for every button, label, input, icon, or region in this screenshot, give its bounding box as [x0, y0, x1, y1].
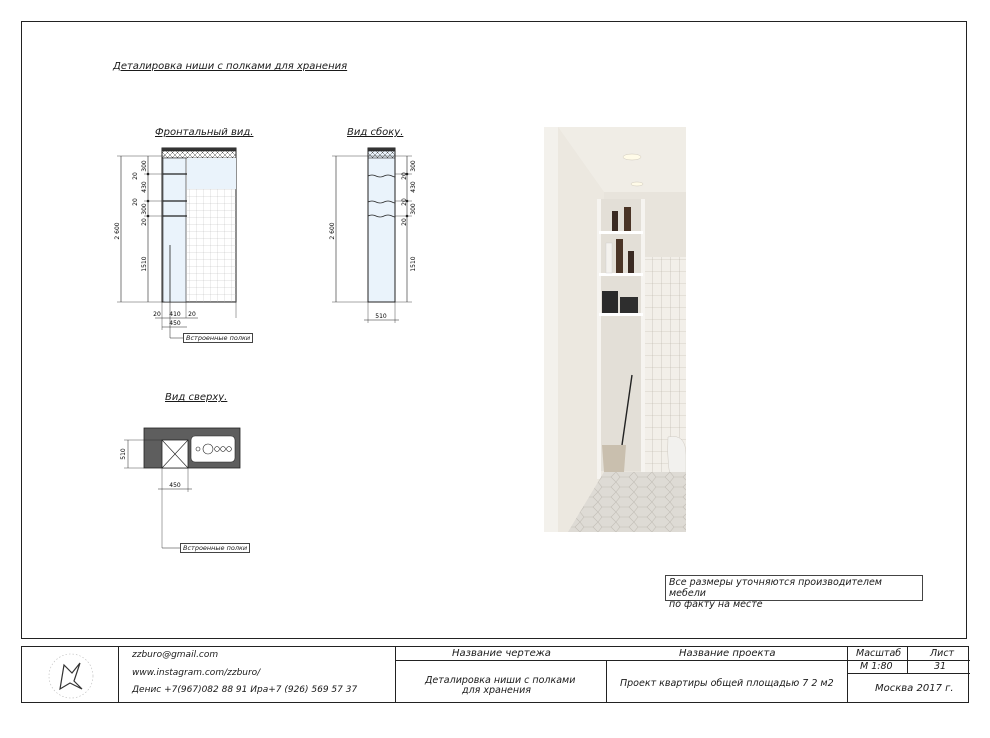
side-view-title: Вид сбоку.	[347, 127, 404, 138]
front-callout-label: Встроенные полки	[183, 333, 253, 343]
stamp-project-name: Проект квартиры общей площадью 7 2 м2	[620, 678, 834, 689]
sizes-note	[665, 575, 923, 610]
zzburo-logo-icon	[46, 651, 96, 701]
front-dim-bottom-410: 410	[169, 311, 181, 318]
front-dim-20-b: 20	[132, 198, 139, 206]
side-dim-300-mid: 300	[410, 203, 417, 215]
title-block	[21, 646, 969, 703]
stamp-city-year: Москва 2017 г.	[875, 683, 954, 694]
sizes-note-line2: по факту на месте	[669, 599, 763, 610]
side-view-drawing	[320, 140, 420, 330]
stamp-sheet-header: Лист	[930, 648, 955, 659]
stamp-instagram: www.instagram.com/zzburo/	[132, 668, 261, 678]
top-dim-width: 450	[169, 482, 181, 489]
side-dim-20-a: 20	[401, 172, 408, 180]
stamp-sheet-value: 31	[934, 661, 947, 672]
top-view-drawing	[110, 420, 250, 550]
front-dim-20-c: 20	[141, 218, 148, 226]
front-dim-20-a: 20	[132, 172, 139, 180]
stamp-scale-value: М 1:80	[860, 661, 893, 672]
side-dim-20-b: 20	[401, 198, 408, 206]
stamp-drawing-name-line1: Деталировка ниши с полками	[425, 675, 576, 686]
niche-render-image	[544, 127, 686, 532]
front-dim-300-mid: 300	[141, 203, 148, 215]
stamp-contacts: Денис +7(967)082 88 91 Ира+7 (926) 569 57 37	[132, 685, 358, 695]
top-dim-depth: 510	[120, 448, 127, 460]
stamp-project-header: Название проекта	[679, 648, 776, 659]
front-dim-300-top: 300	[141, 160, 148, 172]
front-dim-bottom-450: 450	[169, 320, 181, 327]
sizes-note-line1: Все размеры уточняются производителем мебели	[669, 577, 882, 599]
side-dim-300-top: 300	[410, 160, 417, 172]
front-dim-bottom-20-right: 20	[188, 311, 196, 318]
side-dim-20-c: 20	[401, 218, 408, 226]
side-dim-depth: 510	[375, 313, 387, 320]
front-view-title: Фронтальный вид.	[155, 127, 254, 138]
front-dim-430: 430	[141, 181, 148, 193]
top-view-title: Вид сверху.	[165, 392, 228, 403]
stamp-drawing-name-header: Название чертежа	[452, 648, 551, 659]
stamp-drawing-name-line2: для хранения	[462, 685, 532, 696]
stamp-email: zzburo@gmail.com	[132, 650, 219, 660]
side-dim-1510: 1510	[410, 256, 417, 272]
top-callout-label: Встроенные полки	[180, 543, 250, 553]
drawing-main-title: Деталировка ниши с полками для хранения	[113, 61, 348, 72]
front-dim-bottom-20-left: 20	[153, 311, 161, 318]
front-view-drawing	[100, 140, 260, 355]
side-dim-total: 2 600	[329, 222, 336, 240]
front-dim-total: 2 600	[114, 222, 121, 240]
side-dim-430: 430	[410, 181, 417, 193]
front-dim-1510: 1510	[141, 256, 148, 272]
stamp-scale-header: Масштаб	[856, 648, 902, 659]
